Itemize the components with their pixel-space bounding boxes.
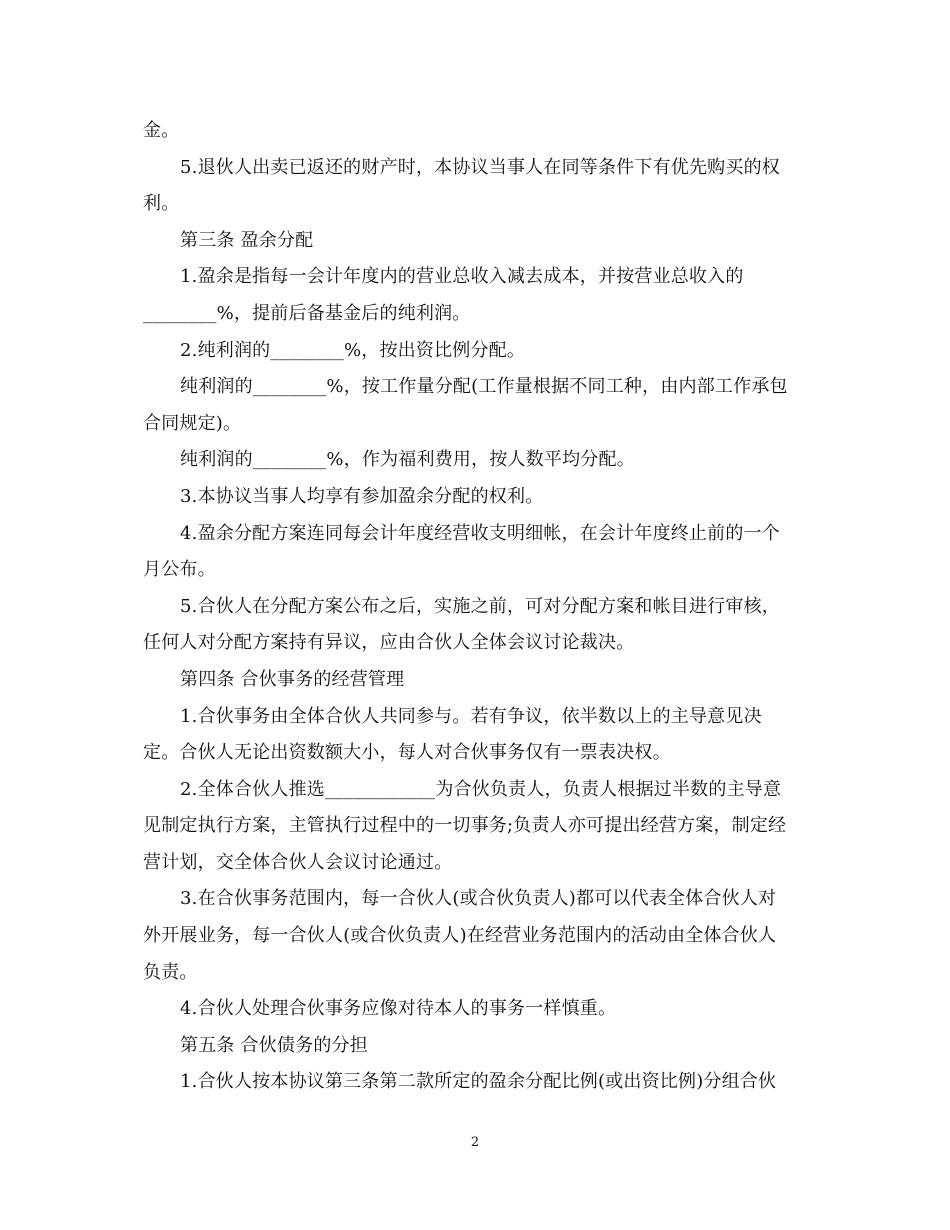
page-number: 2 <box>470 1135 480 1150</box>
text-line: 营计划，交全体合伙人会议讨论通过。 <box>143 851 453 873</box>
text-line: 负责。 <box>143 961 198 983</box>
text-line: 任何人对分配方案持有异议，应由合伙人全体会议讨论裁决。 <box>143 632 635 654</box>
text-line: ________%，提前后备基金后的纯利润。 <box>143 302 471 324</box>
text-line: 3.本协议当事人均享有参加盈余分配的权利。 <box>180 485 544 507</box>
text-line: 2.纯利润的________%，按出资比例分配。 <box>180 339 526 361</box>
text-line: 1.合伙人按本协议第三条第二款所定的盈余分配比例(或出资比例)分组合伙 <box>180 1071 777 1093</box>
text-line: 月公布。 <box>143 559 216 581</box>
text-line: 金。 <box>143 120 180 141</box>
text-line: 合同规定)。 <box>143 412 242 434</box>
text-line: 纯利润的________%，作为福利费用，按人数平均分配。 <box>180 449 635 471</box>
text-line: 2.全体合伙人推选____________为合伙负责人，负责人根据过半数的主导意 <box>180 778 782 800</box>
text-line: 1.盈余是指每一会计年度内的营业总收入减去成本，并按营业总收入的 <box>180 266 744 288</box>
text-line: 见制定执行方案，主管执行过程中的一切事务;负责人亦可提出经营方案，制定经 <box>143 815 787 837</box>
text-line: 外开展业务，每一合伙人(或合伙负责人)在经营业务范围内的活动由全体合伙人 <box>143 925 777 947</box>
text-line: 第四条 合伙事务的经营管理 <box>180 668 405 690</box>
text-line: 5.退伙人出卖已返还的财产时，本协议当事人在同等条件下有优先购买的权 <box>180 156 780 178</box>
text-line: 3.在合伙事务范围内，每一合伙人(或合伙负责人)都可以代表全体合伙人对 <box>180 888 777 910</box>
text-line: 定。合伙人无论出资数额大小，每人对合伙事务仅有一票表决权。 <box>143 742 671 764</box>
text-line: 利。 <box>143 193 180 215</box>
text-line: 第五条 合伙债务的分担 <box>180 1034 368 1056</box>
text-line: 5.合伙人在分配方案公布之后，实施之前，可对分配方案和帐目进行审核， <box>180 595 780 617</box>
text-line: 4.盈余分配方案连同每会计年度经营收支明细帐，在会计年度终止前的一个 <box>180 522 780 544</box>
document-body <box>143 113 803 1101</box>
text-line: 第三条 盈余分配 <box>180 229 314 251</box>
text-line: 4.合伙人处理合伙事务应像对待本人的事务一样慎重。 <box>180 998 617 1020</box>
text-line: 纯利润的________%，按工作量分配(工作量根据不同工种，由内部工作承包 <box>180 376 788 398</box>
text-line: 1.合伙事务由全体合伙人共同参与。若有争议，依半数以上的主导意见决 <box>180 705 762 727</box>
